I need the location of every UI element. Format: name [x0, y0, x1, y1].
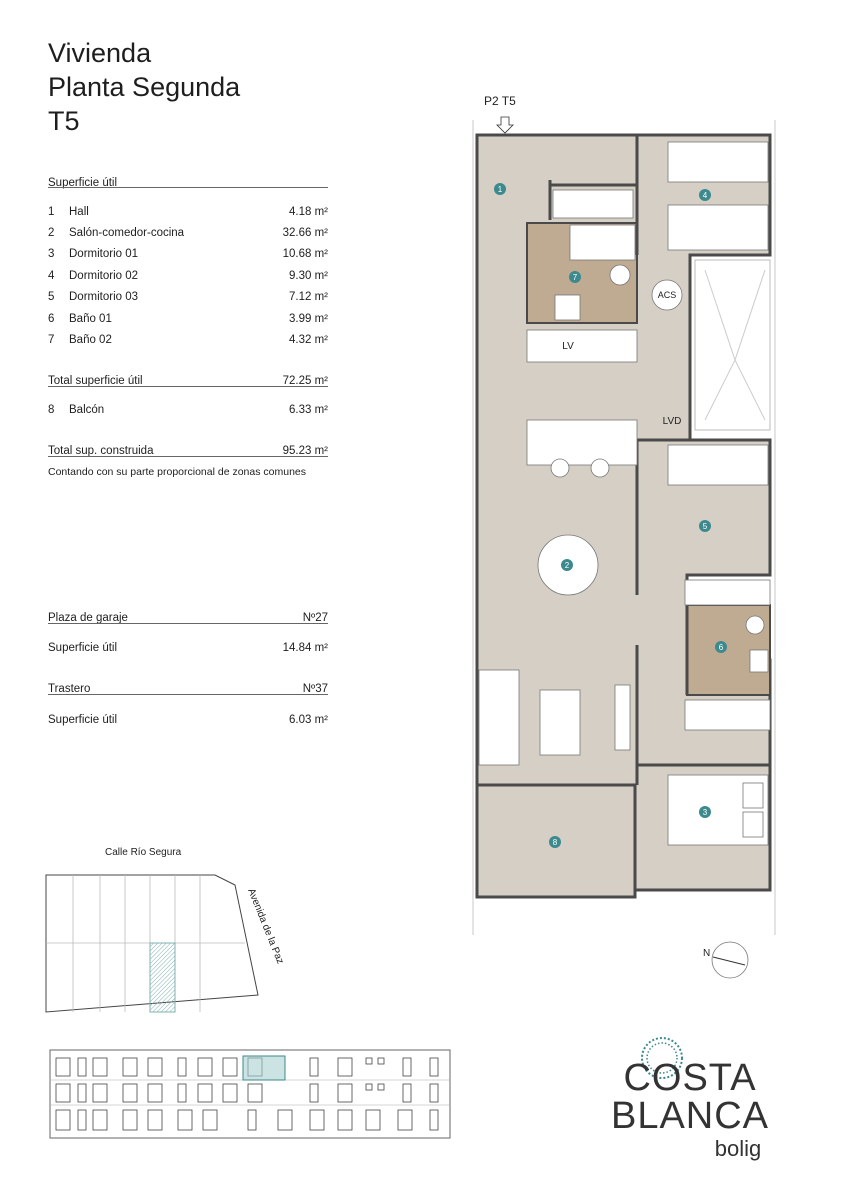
divider [48, 694, 328, 695]
coffee-table [540, 690, 580, 755]
unit-label: P2 T5 [484, 94, 516, 108]
room-row: 3 Dormitorio 01 10.68 m² [48, 248, 328, 260]
room-row: 4 Dormitorio 02 9.30 m² [48, 270, 328, 282]
page-title [48, 36, 240, 138]
tv-unit [615, 685, 630, 750]
divider [48, 456, 328, 457]
logo-line-1: COSTA [623, 1057, 757, 1099]
svg-text:8: 8 [552, 838, 558, 847]
north-label: N [703, 948, 711, 959]
bed-c [668, 445, 768, 485]
garaje-row: Plaza de garaje Nº27 [48, 612, 328, 624]
sofa [479, 670, 519, 765]
title-line-2: Planta Segunda [48, 72, 241, 102]
svg-text:1: 1 [497, 185, 503, 194]
lvd-label: LVD [662, 416, 682, 427]
site-map [40, 840, 300, 1020]
svg-text:7: 7 [572, 273, 578, 282]
unit-highlight [243, 1056, 285, 1080]
patio-void [695, 260, 770, 430]
street-side-label: Avenida de la Paz [245, 887, 286, 966]
total-construida-row: Total sup. construida 95.23 m² [48, 445, 328, 457]
wardrobe-2 [685, 580, 770, 605]
lv-label: LV [562, 341, 574, 352]
unit-location [150, 943, 175, 1012]
room-row: 2 Salón-comedor-cocina 32.66 m² [48, 227, 328, 239]
construida-note: Contando con su parte proporcional de zonas comunes [48, 466, 306, 478]
costa-blanca-logo [590, 1030, 790, 1170]
entry-arrow-icon [497, 117, 513, 133]
title-line-3: T5 [48, 106, 80, 136]
room-row: 6 Baño 01 3.99 m² [48, 313, 328, 325]
wardrobe-3 [685, 700, 770, 730]
floor-plan [465, 85, 785, 985]
room-row: 1 Hall 4.18 m² [48, 206, 328, 218]
wardrobe [553, 190, 633, 218]
garaje-sup-row: Superficie útil 14.84 m² [48, 642, 328, 654]
room-row: 7 Baño 02 4.32 m² [48, 334, 328, 346]
superficie-util-header: Superficie útil [48, 177, 118, 189]
svg-text:6: 6 [718, 643, 724, 652]
divider [48, 187, 328, 188]
kitchen-counter [527, 330, 637, 362]
logo-line-2: BLANCA [610, 1095, 770, 1137]
building-elevation [48, 1040, 453, 1140]
svg-text:5: 5 [702, 522, 708, 531]
title-line-1: Vivienda [48, 38, 152, 68]
svg-text:2: 2 [564, 561, 570, 570]
kitchen-island [527, 420, 637, 465]
trastero-row: Trastero Nº37 [48, 683, 328, 695]
bed-a [668, 142, 768, 182]
total-util-row: Total superficie útil 72.25 m² [48, 375, 328, 387]
svg-text:3: 3 [702, 808, 708, 817]
divider [48, 623, 328, 624]
street-top-label: Calle Río Segura [105, 847, 182, 858]
room-row: 5 Dormitorio 03 7.12 m² [48, 291, 328, 303]
divider [48, 386, 328, 387]
acs-label: ACS [657, 290, 677, 300]
trastero-sup-row: Superficie útil 6.03 m² [48, 714, 328, 726]
bed-b [668, 205, 768, 250]
logo-line-3: bolig [714, 1136, 762, 1161]
svg-text:4: 4 [702, 191, 708, 200]
north-arrow-icon [712, 942, 748, 978]
balcon-row: 8 Balcón 6.33 m² [48, 404, 328, 416]
